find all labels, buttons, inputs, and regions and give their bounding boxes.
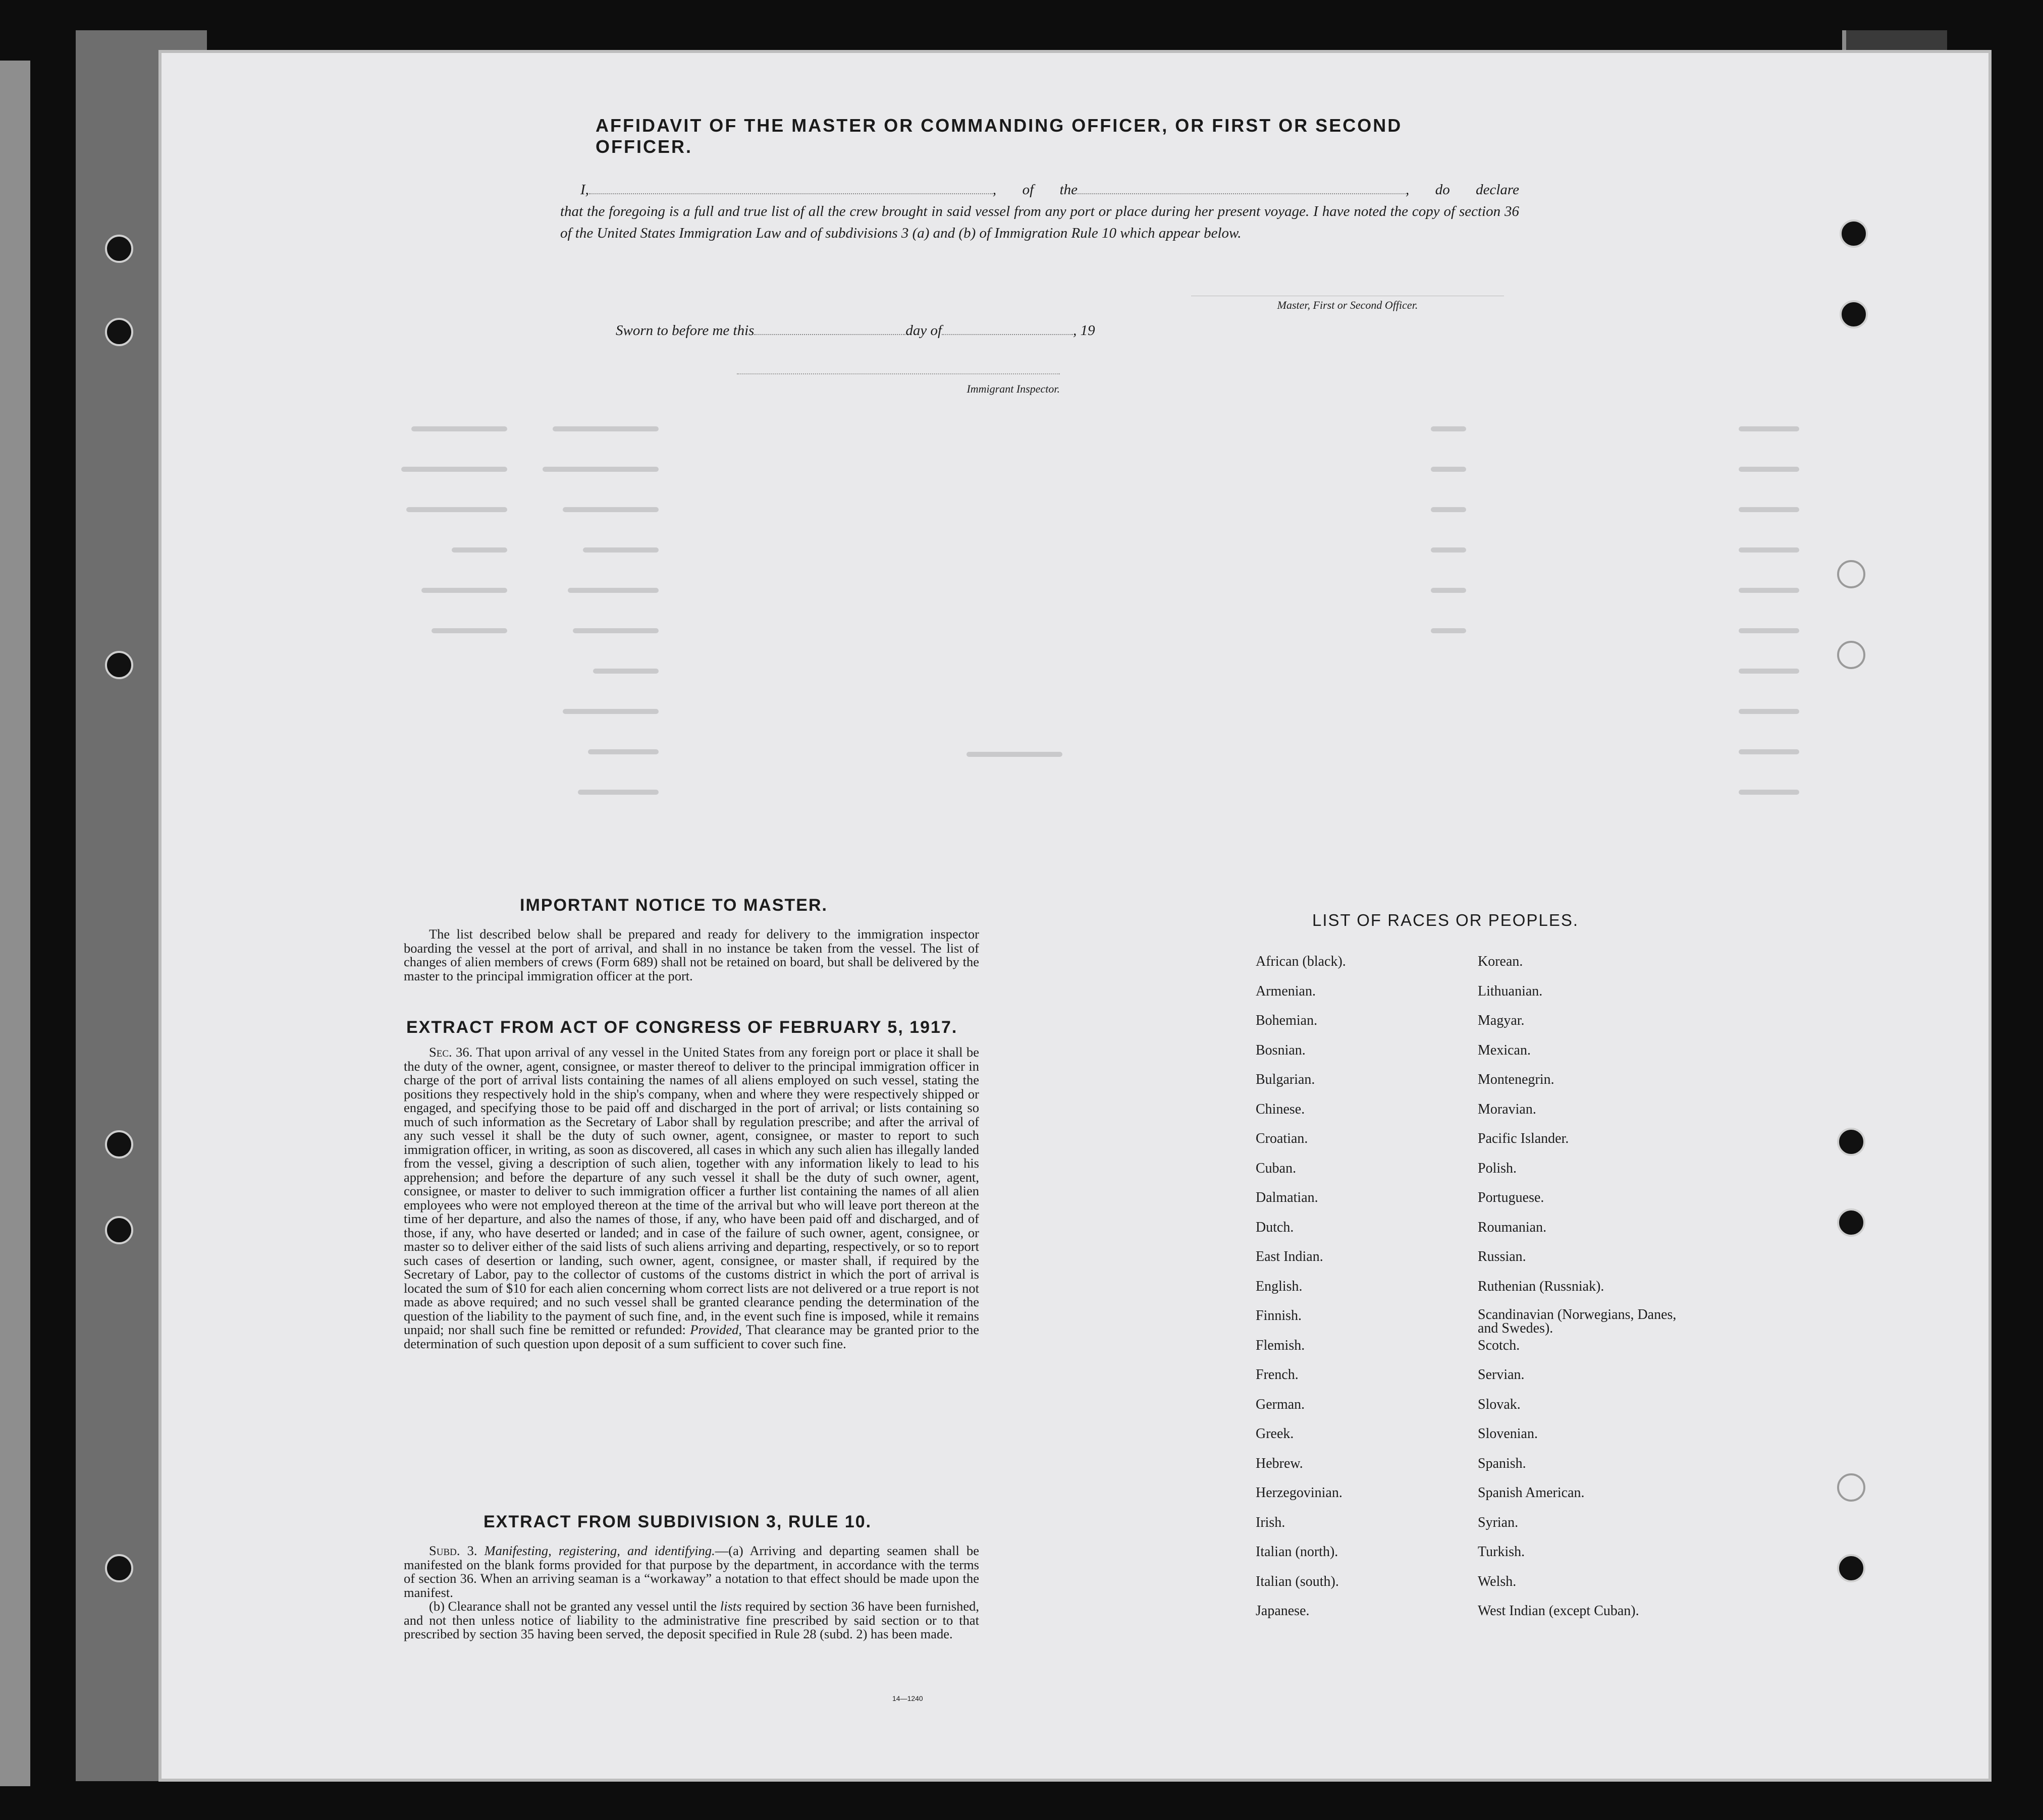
race-item: Slovak.: [1478, 1396, 1521, 1412]
race-item: Pacific Islander.: [1478, 1131, 1569, 1146]
binder-hole-icon: [1840, 219, 1868, 248]
race-item: Montenegrin.: [1478, 1072, 1554, 1087]
binder-hole-icon: [105, 318, 133, 346]
race-item: Greek.: [1256, 1426, 1294, 1442]
sworn-label: Sworn to before me this: [616, 322, 755, 339]
race-item: Mexican.: [1478, 1042, 1531, 1058]
binder-hole-icon: [1837, 1554, 1865, 1582]
race-item: Turkish.: [1478, 1544, 1525, 1560]
inspector-signature-block: [737, 363, 1060, 396]
binder-hole-icon: [105, 235, 133, 263]
race-item: Korean.: [1478, 954, 1523, 969]
year-label: , 19: [1073, 322, 1095, 339]
race-item: Chinese.: [1256, 1101, 1305, 1117]
race-item: Bulgarian.: [1256, 1072, 1315, 1087]
race-item: Cuban.: [1256, 1160, 1297, 1176]
race-item: Ruthenian (Russniak).: [1478, 1278, 1604, 1294]
inspector-caption: Immigrant Inspector.: [966, 382, 1060, 395]
race-item: Dutch.: [1256, 1219, 1294, 1235]
section-text: That upon arrival of any vessel in the United States from any foreign port or place it shall be the duty of the owner, agent, consignee, or master thereof to deliver to the principal immigration officer in charge of the port of arrival lists containing the names of all aliens employed on such vessel, stating the positions they respectively hold in the ship's company, when and where they were respectively shipped or engaged, and specifying those to be paid off and discharged in the port of arrival; or lists containing so much of such information as the Secretary of Labor shall by regulation prescribe; and after the arrival of any such vessel it shall be the duty of such owner, agent, consignee, or master to report to such immigration officer, in writing, as soon as discovered, all cases in which any such alien has illegally landed from the vessel, giving a description of such alien, together with any information likely to lead to his apprehension; and before the departure of any such vessel it shall be the duty of such owner, agent, consignee, or master to deliver to such immigration officer a further list containing the names of all alien employees who were not employed thereon at the time of the arrival but who will leave port thereon at the time of her departure, and also the names of those, if any, who have been paid off and discharged, and of those, if any, who have deserted or landed; and in case of the failure of such owner, agent, consignee, or master so to deliver either of the said lists of such aliens arriving and departing, respectively, or so to report such cases of desertion or landing, such owner, agent, consignee, or master shall, if required by the Secretary of Labor, pay to the collector of customs of the customs district in which the port of arrival is located the sum of $10 for each alien concerning whom correct lists are not delivered or a true report is not made as above required; and no such vessel shall be granted clearance pending the determination of the question of the liability to the payment of such fine, and, in the event such fine is imposed, while it remains unpaid; nor shall such fine be remitted or refunded:: [404, 1044, 979, 1337]
race-item: English.: [1256, 1278, 1303, 1294]
race-item: East Indian.: [1256, 1249, 1323, 1264]
sworn-day-field[interactable]: [754, 321, 905, 335]
section-text-end: That clearance may be granted prior to the determination of such question upon deposit of a sum sufficient to cover such fine.: [404, 1322, 980, 1351]
race-item: Spanish.: [1478, 1455, 1526, 1471]
race-item: Flemish.: [1256, 1337, 1305, 1353]
binder-hole-icon: [105, 1216, 133, 1244]
affidavit-declaration: [560, 179, 1519, 244]
extract-act-body: [404, 1045, 979, 1351]
race-item: Servian.: [1478, 1367, 1525, 1383]
extract-rule-title: EXTRACT FROM SUBDIVISION 3, RULE 10.: [483, 1512, 872, 1531]
section-label: Sec. 36.: [429, 1044, 473, 1060]
sworn-month-field[interactable]: [942, 321, 1073, 335]
part-a-label: —(a): [715, 1543, 743, 1558]
provided-label: Provided,: [690, 1322, 742, 1337]
race-item: Dalmatian.: [1256, 1190, 1318, 1205]
race-item: Roumanian.: [1478, 1219, 1547, 1235]
binder-hole-icon: [1837, 641, 1865, 669]
binder-hole-icon: [105, 1130, 133, 1159]
inspector-signature-field[interactable]: [737, 363, 1060, 374]
notice-title: IMPORTANT NOTICE TO MASTER.: [520, 896, 828, 915]
notice-body: [404, 927, 979, 983]
notice-text: The list described below shall be prepared and ready for delivery to the immigration inspector boarding the vessel at the port of arrival, and shall in no instance be taken from the vessel. The list of changes of alien members of crews (Form 689) shall not be retained on board, but shall be delivered by the master to the principal immigration officer at the port.: [404, 926, 979, 983]
binder-hole-icon: [1837, 1128, 1865, 1156]
race-item: Slovenian.: [1478, 1426, 1538, 1442]
races-left-column: [1256, 954, 1468, 1633]
extract-rule-body: [404, 1544, 979, 1641]
race-item: French.: [1256, 1367, 1299, 1383]
affidavit-declare-label: , do declare: [1406, 182, 1519, 198]
part-b-lists: lists: [720, 1598, 742, 1614]
binder-hole-icon: [1837, 1473, 1865, 1502]
affidavit-title: AFFIDAVIT OF THE MASTER OR COMMANDING OFFICER, OR FIRST OR SECOND OFFICER.: [596, 115, 1403, 157]
binder-hole-icon: [105, 651, 133, 679]
affidavit-declaration-text: that the foregoing is a full and true list of all the crew brought in said vessel from any port or place during her present voyage. I have noted the copy of section 36 of the United States Immigration Law and of subdivisions 3 (a) and (b) of Immigration Rule 10 which appear below.: [560, 203, 1519, 241]
race-item: Italian (south).: [1256, 1573, 1339, 1589]
race-item: Lithuanian.: [1478, 983, 1543, 999]
adjacent-page-edge: [0, 61, 30, 1786]
race-item: Scandinavian (Norwegians, Danes, and Swedes).: [1478, 1307, 1677, 1336]
vessel-name-field[interactable]: [1078, 180, 1406, 194]
race-item: Portuguese.: [1478, 1190, 1544, 1205]
part-b-label: (b): [429, 1598, 445, 1614]
master-signature-caption: Master, First or Second Officer.: [1277, 299, 1418, 311]
extract-act-title: EXTRACT FROM ACT OF CONGRESS OF FEBRUARY 5, 1917.: [406, 1018, 958, 1037]
race-item: German.: [1256, 1396, 1305, 1412]
race-item: Irish.: [1256, 1514, 1285, 1530]
part-a-text: Arriving and departing seamen shall be manifested on the blank forms provided for that purpose by the department, in accordance with the terms of section 36. When an arriving seaman is a “workaway” a notation to that effect should be made upon the manifest.: [404, 1543, 980, 1600]
day-of-label: day of: [905, 322, 942, 339]
subd-label: Subd. 3.: [429, 1543, 477, 1558]
subd-heading: Manifesting, registering, and identifying.: [484, 1543, 715, 1558]
race-item: Bosnian.: [1256, 1042, 1306, 1058]
race-item: Hebrew.: [1256, 1455, 1303, 1471]
officer-name-field[interactable]: [589, 180, 993, 194]
master-signature-block: [1191, 283, 1504, 312]
race-item: Bohemian.: [1256, 1013, 1318, 1028]
race-item: Italian (north).: [1256, 1544, 1338, 1560]
race-item: Armenian.: [1256, 983, 1316, 999]
race-item: African (black).: [1256, 954, 1346, 969]
master-signature-field[interactable]: [1191, 283, 1504, 296]
affidavit-of-the-label: , of the: [992, 182, 1078, 198]
binder-hole-icon: [1837, 1208, 1865, 1237]
binder-hole-icon: [1840, 300, 1868, 328]
race-item: Welsh.: [1478, 1573, 1517, 1589]
race-item: West Indian (except Cuban).: [1478, 1603, 1639, 1619]
race-item: Polish.: [1478, 1160, 1517, 1176]
races-right-column: [1478, 954, 1690, 1633]
race-item: Russian.: [1478, 1249, 1526, 1264]
race-item: Magyar.: [1478, 1013, 1525, 1028]
sworn-line: [616, 321, 1221, 339]
race-item: Herzegovinian.: [1256, 1485, 1342, 1501]
race-item: Spanish American.: [1478, 1485, 1585, 1501]
binder-hole-icon: [105, 1554, 133, 1582]
race-item: Croatian.: [1256, 1131, 1308, 1146]
affidavit-i-label: I,: [580, 182, 589, 198]
race-item: Syrian.: [1478, 1514, 1519, 1530]
race-item: Moravian.: [1478, 1101, 1536, 1117]
form-number: 14—1240: [892, 1694, 923, 1702]
part-b-text-2: required by section 36 have been furnished, and not then unless notice of liability to the administrative fine prescribed by said section or to that prescribed by section 35 having been served, the deposit specified in Rule 28 (subd. 2) has been made.: [404, 1598, 980, 1641]
race-item: Finnish.: [1256, 1308, 1302, 1323]
race-item: Japanese.: [1256, 1603, 1310, 1619]
binder-hole-icon: [1837, 560, 1865, 588]
races-title: LIST OF RACES OR PEOPLES.: [1312, 911, 1579, 929]
race-item: Scotch.: [1478, 1337, 1520, 1353]
part-b-text-1: Clearance shall not be granted any vessel until the: [448, 1598, 717, 1614]
